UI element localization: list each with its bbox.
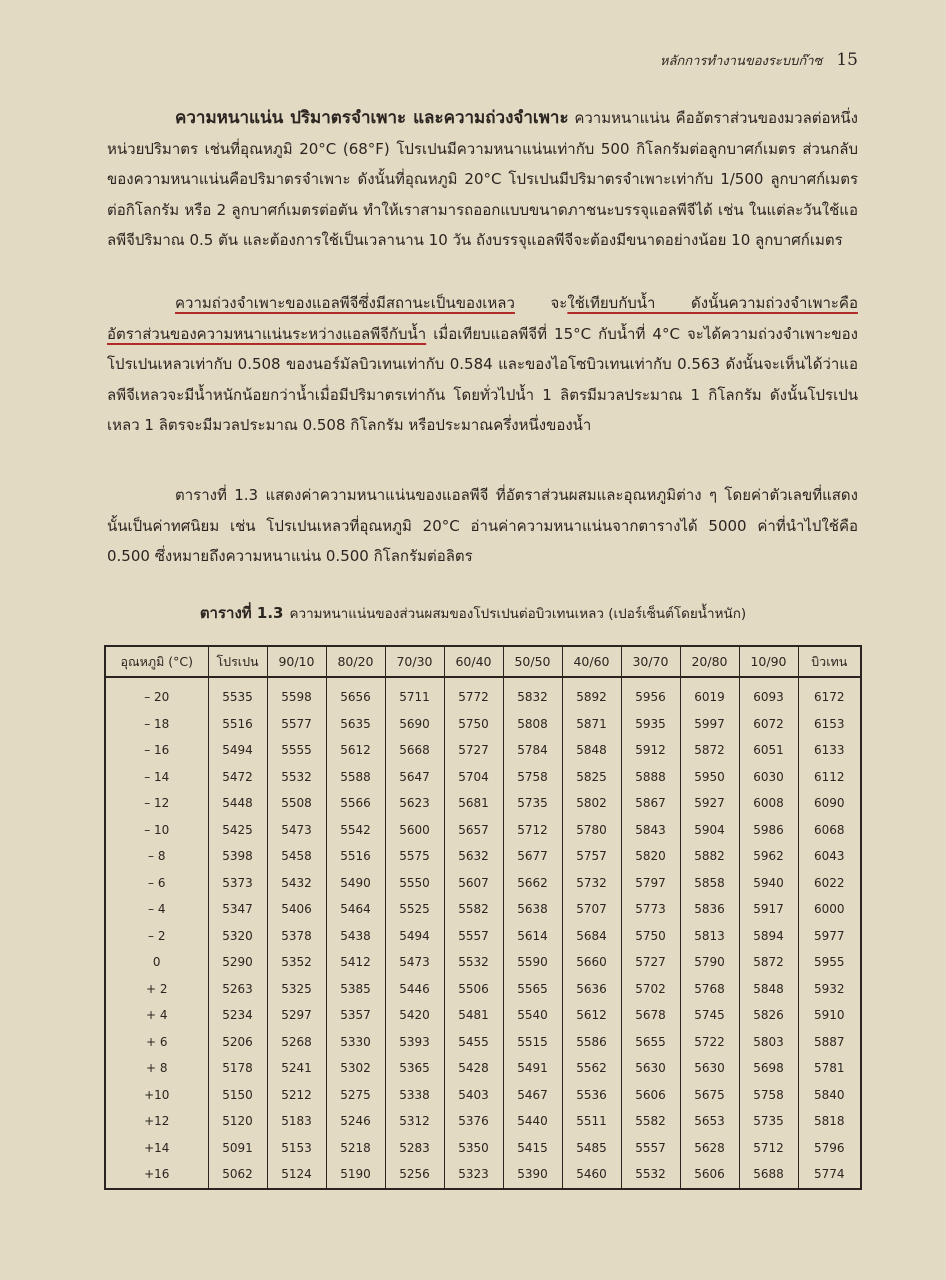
density-cell: 5818 <box>798 1108 861 1135</box>
density-cell: 5955 <box>798 949 861 976</box>
temperature-cell: – 2 <box>105 923 208 950</box>
density-cell: 5150 <box>208 1082 267 1109</box>
density-cell: 5600 <box>385 817 444 844</box>
density-cell: 5781 <box>798 1055 861 1082</box>
density-cell: 5768 <box>680 976 739 1003</box>
temperature-cell: + 2 <box>105 976 208 1003</box>
density-cell: 5662 <box>503 870 562 897</box>
density-cell: 6030 <box>739 764 798 791</box>
density-cell: 5302 <box>326 1055 385 1082</box>
density-cell: 5357 <box>326 1002 385 1029</box>
density-cell: 5365 <box>385 1055 444 1082</box>
temperature-cell: +10 <box>105 1082 208 1109</box>
density-cell: 5606 <box>621 1082 680 1109</box>
density-cell: 5977 <box>798 923 861 950</box>
table-row <box>105 1161 861 1189</box>
density-cell: 5656 <box>326 677 385 711</box>
underlined-phrase: ความถ่วงจำเพาะของแอลพีจีซึ่งมีสถานะเป็นของเหลว <box>175 294 515 312</box>
density-cell: 5263 <box>208 976 267 1003</box>
density-cell: 5325 <box>267 976 326 1003</box>
density-cell: 5962 <box>739 843 798 870</box>
density-cell: 5745 <box>680 1002 739 1029</box>
density-cell: 5912 <box>621 737 680 764</box>
density-cell: 5750 <box>444 711 503 738</box>
table-caption-label: ตารางที่ 1.3 <box>199 604 284 622</box>
density-cell: 5598 <box>267 677 326 711</box>
density-cell: 5638 <box>503 896 562 923</box>
density-cell: 5628 <box>680 1135 739 1162</box>
table-row <box>105 790 861 817</box>
density-cell: 5840 <box>798 1082 861 1109</box>
density-cell: 5735 <box>739 1108 798 1135</box>
density-cell: 5540 <box>503 1002 562 1029</box>
density-cell: 5516 <box>208 711 267 738</box>
density-cell: 5178 <box>208 1055 267 1082</box>
temperature-cell: – 6 <box>105 870 208 897</box>
table-row <box>105 923 861 950</box>
density-cell: 5653 <box>680 1108 739 1135</box>
density-cell: 5820 <box>621 843 680 870</box>
density-cell: 6019 <box>680 677 739 711</box>
density-cell: 5904 <box>680 817 739 844</box>
density-cell: 5582 <box>621 1108 680 1135</box>
density-cell: 5704 <box>444 764 503 791</box>
underlined-phrase: ใช้เทียบกับน้ำ ดังนั้นความถ่วงจำเพาะคืออัตราส่วนของความหนาแน่นระหว่างแอลพีจีกับน้ำ <box>107 294 858 343</box>
density-cell: 5727 <box>444 737 503 764</box>
table-row <box>105 711 861 738</box>
density-cell: 5612 <box>562 1002 621 1029</box>
density-cell: 5415 <box>503 1135 562 1162</box>
density-cell: 5464 <box>326 896 385 923</box>
density-cell: 6093 <box>739 677 798 711</box>
density-cell: 5532 <box>621 1161 680 1189</box>
column-header: 40/60 <box>562 646 621 677</box>
density-cell: 5630 <box>680 1055 739 1082</box>
density-cell: 5234 <box>208 1002 267 1029</box>
density-cell: 5802 <box>562 790 621 817</box>
density-cell: 5412 <box>326 949 385 976</box>
density-cell: 5398 <box>208 843 267 870</box>
table-row <box>105 976 861 1003</box>
density-cell: 5256 <box>385 1161 444 1189</box>
density-cell: 5894 <box>739 923 798 950</box>
density-cell: 5986 <box>739 817 798 844</box>
density-cell: 5352 <box>267 949 326 976</box>
density-cell: 5872 <box>680 737 739 764</box>
temperature-cell: +14 <box>105 1135 208 1162</box>
table-row <box>105 677 861 711</box>
density-cell: 5690 <box>385 711 444 738</box>
table-row <box>105 1029 861 1056</box>
density-cell: 5887 <box>798 1029 861 1056</box>
density-cell: 5532 <box>444 949 503 976</box>
paragraph-density <box>107 103 858 256</box>
table-row <box>105 817 861 844</box>
density-cell: 5826 <box>739 1002 798 1029</box>
temperature-cell: +16 <box>105 1161 208 1189</box>
density-cell: 5825 <box>562 764 621 791</box>
density-cell: 5516 <box>326 843 385 870</box>
density-cell: 5525 <box>385 896 444 923</box>
density-cell: 5448 <box>208 790 267 817</box>
density-cell: 5062 <box>208 1161 267 1189</box>
density-cell: 5586 <box>562 1029 621 1056</box>
density-cell: 5565 <box>503 976 562 1003</box>
density-table <box>104 645 862 1190</box>
density-cell: 5467 <box>503 1082 562 1109</box>
density-cell: 5635 <box>326 711 385 738</box>
density-cell: 5550 <box>385 870 444 897</box>
density-cell: 5320 <box>208 923 267 950</box>
density-cell: 5647 <box>385 764 444 791</box>
density-cell: 5183 <box>267 1108 326 1135</box>
density-cell: 6051 <box>739 737 798 764</box>
density-cell: 5481 <box>444 1002 503 1029</box>
density-cell: 5848 <box>562 737 621 764</box>
density-cell: 5312 <box>385 1108 444 1135</box>
density-cell: 5607 <box>444 870 503 897</box>
density-cell: 5757 <box>562 843 621 870</box>
temperature-cell: – 4 <box>105 896 208 923</box>
table-row <box>105 1135 861 1162</box>
density-cell: 5494 <box>385 923 444 950</box>
density-cell: 5406 <box>267 896 326 923</box>
temperature-cell: – 8 <box>105 843 208 870</box>
table-row <box>105 870 861 897</box>
density-cell: 5347 <box>208 896 267 923</box>
density-cell: 5330 <box>326 1029 385 1056</box>
density-cell: 5750 <box>621 923 680 950</box>
density-cell: 5681 <box>444 790 503 817</box>
temperature-cell: + 8 <box>105 1055 208 1082</box>
density-cell: 5420 <box>385 1002 444 1029</box>
density-cell: 6008 <box>739 790 798 817</box>
density-cell: 5218 <box>326 1135 385 1162</box>
table-row <box>105 737 861 764</box>
column-header: 60/40 <box>444 646 503 677</box>
density-cell: 5190 <box>326 1161 385 1189</box>
density-cell: 5772 <box>444 677 503 711</box>
table-row <box>105 1055 861 1082</box>
density-cell: 5508 <box>267 790 326 817</box>
density-cell: 5678 <box>621 1002 680 1029</box>
density-cell: 5606 <box>680 1161 739 1189</box>
density-cell: 5872 <box>739 949 798 976</box>
density-cell: 5490 <box>326 870 385 897</box>
density-cell: 5268 <box>267 1029 326 1056</box>
density-cell: 5124 <box>267 1161 326 1189</box>
density-cell: 5927 <box>680 790 739 817</box>
density-cell: 5511 <box>562 1108 621 1135</box>
temperature-cell: +12 <box>105 1108 208 1135</box>
density-cell: 5373 <box>208 870 267 897</box>
density-cell: 5867 <box>621 790 680 817</box>
density-cell: 5241 <box>267 1055 326 1082</box>
density-cell: 5212 <box>267 1082 326 1109</box>
density-cell: 5555 <box>267 737 326 764</box>
density-cell: 5832 <box>503 677 562 711</box>
density-cell: 5535 <box>208 677 267 711</box>
density-cell: 5376 <box>444 1108 503 1135</box>
density-cell: 5843 <box>621 817 680 844</box>
density-cell: 5727 <box>621 949 680 976</box>
column-header: อุณหภูมิ (°C) <box>105 646 208 677</box>
density-cell: 5428 <box>444 1055 503 1082</box>
density-cell: 5758 <box>503 764 562 791</box>
density-cell: 5780 <box>562 817 621 844</box>
density-cell: 5350 <box>444 1135 503 1162</box>
density-cell: 5590 <box>503 949 562 976</box>
density-cell: 5283 <box>385 1135 444 1162</box>
temperature-cell: 0 <box>105 949 208 976</box>
density-cell: 5712 <box>739 1135 798 1162</box>
density-cell: 5575 <box>385 843 444 870</box>
column-header: 70/30 <box>385 646 444 677</box>
density-cell: 5774 <box>798 1161 861 1189</box>
density-cell: 5632 <box>444 843 503 870</box>
density-cell: 5675 <box>680 1082 739 1109</box>
page-number: 15 <box>836 50 858 70</box>
density-cell: 5813 <box>680 923 739 950</box>
density-cell: 5485 <box>562 1135 621 1162</box>
temperature-cell: + 6 <box>105 1029 208 1056</box>
paragraph-specific-gravity <box>107 288 858 441</box>
density-cell: 5338 <box>385 1082 444 1109</box>
paragraph-table-intro <box>107 480 858 572</box>
column-header: 20/80 <box>680 646 739 677</box>
density-cell: 5532 <box>267 764 326 791</box>
density-cell: 5892 <box>562 677 621 711</box>
density-cell: 5698 <box>739 1055 798 1082</box>
density-cell: 5790 <box>680 949 739 976</box>
temperature-cell: – 18 <box>105 711 208 738</box>
density-cell: 5668 <box>385 737 444 764</box>
density-cell: 5997 <box>680 711 739 738</box>
density-cell: 5385 <box>326 976 385 1003</box>
density-cell: 5562 <box>562 1055 621 1082</box>
density-cell: 5836 <box>680 896 739 923</box>
density-cell: 5455 <box>444 1029 503 1056</box>
running-header <box>0 50 858 71</box>
temperature-cell: – 20 <box>105 677 208 711</box>
density-cell: 6043 <box>798 843 861 870</box>
density-cell: 5758 <box>739 1082 798 1109</box>
density-cell: 5614 <box>503 923 562 950</box>
density-cell: 5515 <box>503 1029 562 1056</box>
density-cell: 5438 <box>326 923 385 950</box>
temperature-cell: – 14 <box>105 764 208 791</box>
density-cell: 5446 <box>385 976 444 1003</box>
density-cell: 5660 <box>562 949 621 976</box>
density-cell: 5910 <box>798 1002 861 1029</box>
density-cell: 5246 <box>326 1108 385 1135</box>
density-cell: 6022 <box>798 870 861 897</box>
table-row <box>105 896 861 923</box>
density-cell: 5940 <box>739 870 798 897</box>
density-cell: 6172 <box>798 677 861 711</box>
table-caption <box>0 601 946 625</box>
density-cell: 5542 <box>326 817 385 844</box>
density-cell: 5491 <box>503 1055 562 1082</box>
column-header: 80/20 <box>326 646 385 677</box>
density-cell: 6153 <box>798 711 861 738</box>
density-cell: 6090 <box>798 790 861 817</box>
density-cell: 5630 <box>621 1055 680 1082</box>
density-cell: 5677 <box>503 843 562 870</box>
density-cell: 5735 <box>503 790 562 817</box>
density-cell: 5425 <box>208 817 267 844</box>
density-cell: 5612 <box>326 737 385 764</box>
paragraph-fragment: จะ <box>514 294 568 312</box>
density-cell: 5711 <box>385 677 444 711</box>
table-row <box>105 764 861 791</box>
density-cell: 5566 <box>326 790 385 817</box>
density-cell: 5206 <box>208 1029 267 1056</box>
density-cell: 5932 <box>798 976 861 1003</box>
paragraph-body: ตารางที่ 1.3 แสดงค่าความหนาแน่นของแอลพีจี ที่อัตราส่วนผสมและอุณหภูมิต่าง ๆ โดยค่าตัวเลขที่แสดงนั้นเป็นค่าทศนิยม เช่น โปรเปนเหลวที่อุณหภูมิ 20°C อ่านค่าความหนาแน่นจากตารางได้ 5000 ค่าที่นำไปใช้คือ 0.500 ซึ่งหมายถึงความหนาแน่น 0.500 กิโลกรัมต่อลิตร <box>107 486 858 565</box>
density-cell: 6072 <box>739 711 798 738</box>
density-cell: 5440 <box>503 1108 562 1135</box>
density-cell: 5773 <box>621 896 680 923</box>
density-cell: 5636 <box>562 976 621 1003</box>
table-row <box>105 949 861 976</box>
density-cell: 5432 <box>267 870 326 897</box>
paragraph-body: เมื่อเทียบแอลพีจีที่ 15°C กับน้ำที่ 4°C จะได้ความถ่วงจำเพาะของโปรเปนเหลวเท่ากับ 0.508 ของนอร์มัลบิวเทนเท่ากับ 0.584 และของไอโซบิวเทนเท่ากับ 0.563 ดังนั้นจะเห็นได้ว่าแอลพีจีเหลวจะมีน้ำหนักน้อยกว่าน้ำเมื่อมีปริมาตรเท่ากัน โดยทั่วไปน้ำ 1 ลิตรมีมวลประมาณ 1 กิโลกรัม ดังนั้นโปรเปนเหลว 1 ลิตรจะมีมวลประมาณ 0.508 กิโลกรัม หรือประมาณครึ่งหนึ่งของน้ำ <box>107 324 858 434</box>
density-cell: 5460 <box>562 1161 621 1189</box>
density-cell: 5290 <box>208 949 267 976</box>
temperature-cell: – 10 <box>105 817 208 844</box>
table-row <box>105 1108 861 1135</box>
density-cell: 5557 <box>444 923 503 950</box>
density-cell: 5473 <box>385 949 444 976</box>
density-cell: 5120 <box>208 1108 267 1135</box>
density-cell: 5935 <box>621 711 680 738</box>
density-cell: 5796 <box>798 1135 861 1162</box>
density-cell: 5494 <box>208 737 267 764</box>
density-cell: 5917 <box>739 896 798 923</box>
density-cell: 5655 <box>621 1029 680 1056</box>
density-cell: 5557 <box>621 1135 680 1162</box>
temperature-cell: – 12 <box>105 790 208 817</box>
header-title: หลักการทำงานของระบบก๊าซ <box>659 54 823 69</box>
density-cell: 5712 <box>503 817 562 844</box>
density-cell: 5458 <box>267 843 326 870</box>
density-cell: 5091 <box>208 1135 267 1162</box>
density-cell: 5858 <box>680 870 739 897</box>
density-cell: 6112 <box>798 764 861 791</box>
density-cell: 5882 <box>680 843 739 870</box>
density-cell: 5472 <box>208 764 267 791</box>
density-cell: 5536 <box>562 1082 621 1109</box>
column-header: บิวเทน <box>798 646 861 677</box>
density-cell: 6133 <box>798 737 861 764</box>
temperature-cell: – 16 <box>105 737 208 764</box>
density-cell: 6000 <box>798 896 861 923</box>
density-cell: 5403 <box>444 1082 503 1109</box>
density-cell: 5473 <box>267 817 326 844</box>
paragraph-heading: ความหนาแน่น ปริมาตรจำเพาะ และความถ่วงจำเพาะ <box>175 108 569 128</box>
density-cell: 5153 <box>267 1135 326 1162</box>
table-row <box>105 1002 861 1029</box>
density-cell: 5623 <box>385 790 444 817</box>
density-cell: 5506 <box>444 976 503 1003</box>
column-header: 10/90 <box>739 646 798 677</box>
column-header: 90/10 <box>267 646 326 677</box>
density-cell: 5702 <box>621 976 680 1003</box>
density-cell: 5707 <box>562 896 621 923</box>
density-cell: 5582 <box>444 896 503 923</box>
density-cell: 5888 <box>621 764 680 791</box>
density-cell: 5275 <box>326 1082 385 1109</box>
column-header: 30/70 <box>621 646 680 677</box>
density-cell: 5393 <box>385 1029 444 1056</box>
density-cell: 5577 <box>267 711 326 738</box>
table-row <box>105 843 861 870</box>
density-cell: 6068 <box>798 817 861 844</box>
density-cell: 5390 <box>503 1161 562 1189</box>
density-cell: 5297 <box>267 1002 326 1029</box>
table-caption-text: ความหนาแน่นของส่วนผสมของโปรเปนต่อบิวเทนเหลว (เปอร์เซ็นต์โดยน้ำหนัก) <box>289 606 747 622</box>
density-cell: 5722 <box>680 1029 739 1056</box>
density-cell: 5784 <box>503 737 562 764</box>
density-cell: 5848 <box>739 976 798 1003</box>
density-cell: 5797 <box>621 870 680 897</box>
density-cell: 5950 <box>680 764 739 791</box>
density-cell: 5688 <box>739 1161 798 1189</box>
temperature-cell: + 4 <box>105 1002 208 1029</box>
density-cell: 5956 <box>621 677 680 711</box>
density-cell: 5684 <box>562 923 621 950</box>
density-cell: 5378 <box>267 923 326 950</box>
column-header: 50/50 <box>503 646 562 677</box>
density-cell: 5803 <box>739 1029 798 1056</box>
density-cell: 5808 <box>503 711 562 738</box>
column-header: โปรเปน <box>208 646 267 677</box>
density-cell: 5657 <box>444 817 503 844</box>
density-cell: 5732 <box>562 870 621 897</box>
paragraph-body: ความหนาแน่น คืออัตราส่วนของมวลต่อหนึ่งหน่วยปริมาตร เช่นที่อุณหภูมิ 20°C (68°F) โปรเปนมีความหนาแน่นเท่ากับ 500 กิโลกรัมต่อลูกบาศก์เมตร ส่วนกลับของความหนาแน่นคือปริมาตรจำเพาะ ดังนั้นที่อุณหภูมิ 20°C โปรเปนมีปริมาตรจำเพาะเท่ากับ 1/500 ลูกบาศก์เมตรต่อกิโลกรัม หรือ 2 ลูกบาศก์เมตรต่อตัน ทำให้เราสามารถออกแบบขนาดภาชนะบรรจุแอลพีจีได้ เช่น ในแต่ละวันใช้แอลพีจีปริมาณ 0.5 ตัน และต้องการใช้เป็นเวลานาน 10 วัน ถังบรรจุแอลพีจีจะต้องมีขนาดอย่างน้อย 10 ลูกบาศก์เมตร <box>107 109 858 249</box>
density-cell: 5323 <box>444 1161 503 1189</box>
table-header-row <box>105 646 861 677</box>
density-cell: 5588 <box>326 764 385 791</box>
table-row <box>105 1082 861 1109</box>
density-cell: 5871 <box>562 711 621 738</box>
